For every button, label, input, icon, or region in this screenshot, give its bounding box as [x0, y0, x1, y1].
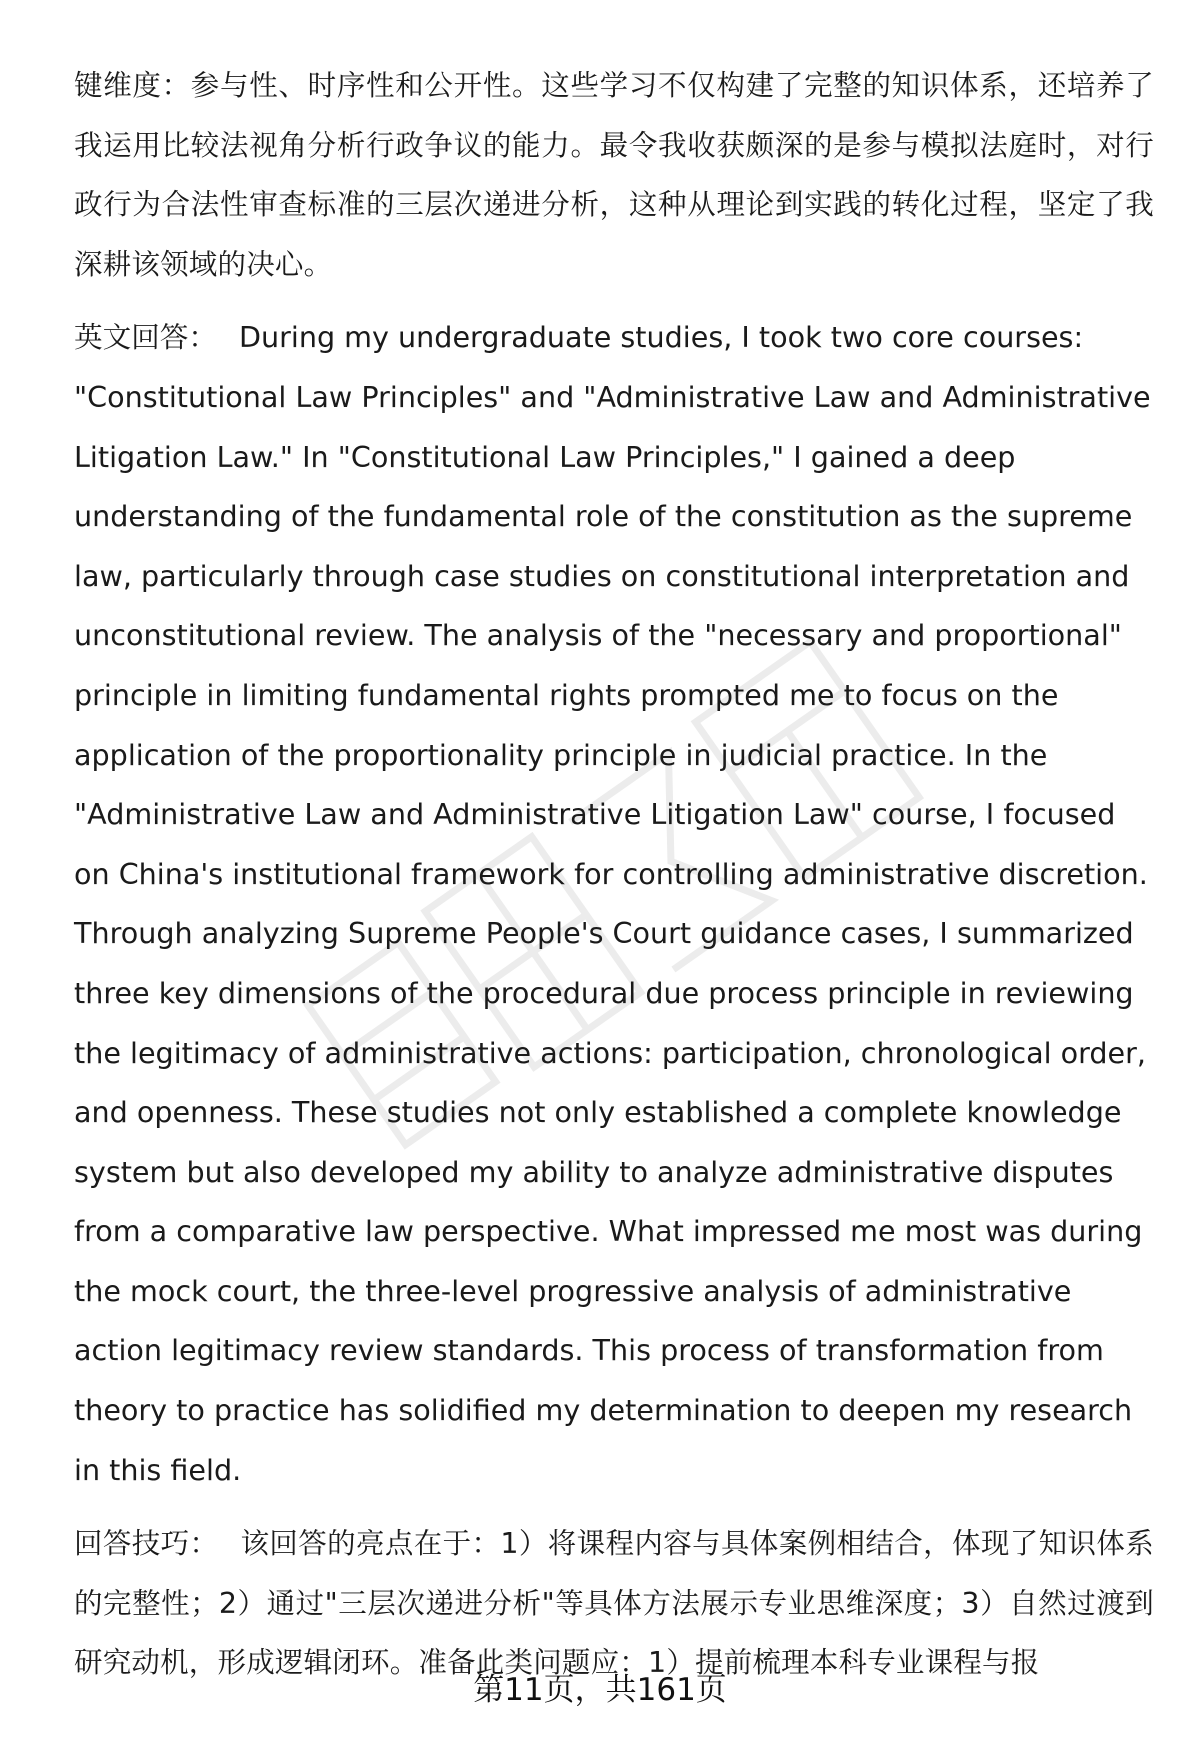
answer-tips-text: 该回答的亮点在于：1）将课程内容与具体案例相结合，体现了知识体系的完整性；2）通过"三层次递进分析"等具体方法展示专业思维深度；3）自然过渡到研究动机，形成逻辑闭环。准备此类问题应：1）提前梳理本科专业课程与报 [74, 1527, 1154, 1680]
answer-tips-label: 回答技巧： [74, 1527, 219, 1561]
main-content [74, 56, 1154, 1693]
english-answer-label: 英文回答： [74, 320, 217, 355]
chinese-answer-continuation: 键维度：参与性、时序性和公开性。这些学习不仅构建了完整的知识体系，还培养了我运用比较法视角分析行政争议的能力。最令我收获颇深的是参与模拟法庭时，对行政行为合法性审查标准的三层次递进分析，这种从理论到实践的转化过程，坚定了我深耕该领域的决心。 [74, 69, 1154, 281]
english-answer-text: During my undergraduate studies, I took two core courses: "Constitutional Law Principles" and "Administrative Law and Administrative Litigation Law." In "Constitutional Law Principles," I gained a deep understanding of the fundamental role of the constitution as the supreme law, particularly through case studies on constitutional interpretation and unconstitutional review. The analysis of the "necessary and proportional" principle in limiting fundamental rights prompted me to focus on the application of the proportionality principle in judicial practice. In the "Administrative Law and Administrative Litigation Law" course, I focused on China's institutional framework for controlling administrative discretion. Through analyzing Supreme People's Court guidance cases, I summarized three key dimensions of the procedural due process principle in reviewing the legitimacy of administrative actions: participation, chronological order, and openness. These studies not only established a complete knowledge system but also developed my ability to analyze administrative disputes from a comparative law perspective. What impressed me most was during the mock court, the three-level progressive analysis of administrative action legitimacy review standards. This process of transformation from theory to practice has solidified my determination to deepen my research in this field. [74, 320, 1151, 1487]
answer-tips-paragraph [74, 1514, 1154, 1693]
page-indicator: 第11页，共161页 [473, 1672, 727, 1708]
english-answer-paragraph [74, 308, 1154, 1500]
